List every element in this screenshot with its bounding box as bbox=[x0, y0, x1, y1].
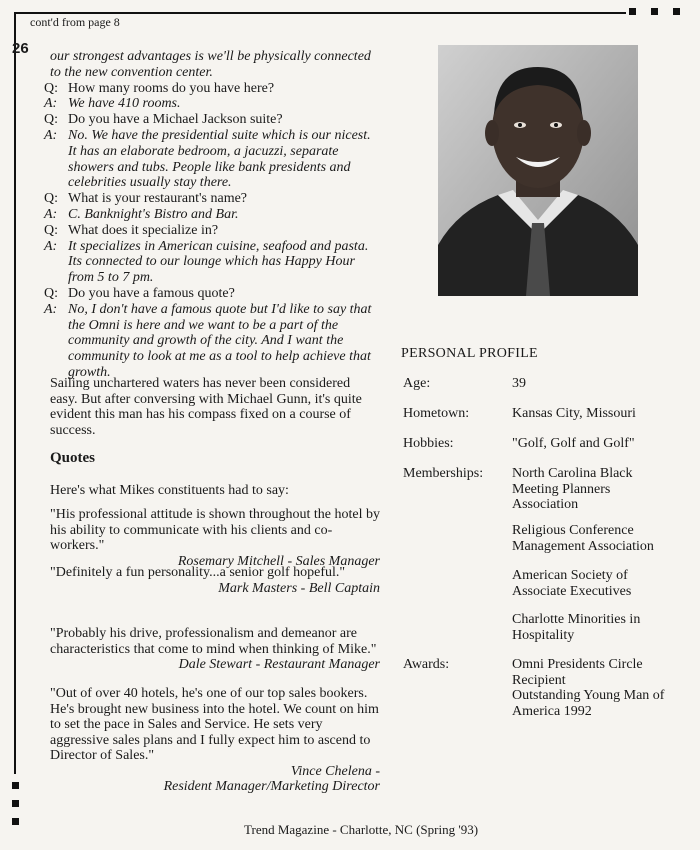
quote-attribution-name: Vince Chelena - bbox=[290, 763, 380, 779]
membership-item: North Carolina Black Meeting Planners Association bbox=[512, 466, 633, 512]
answer: A: We have 410 rooms. bbox=[44, 96, 181, 112]
answer: A: C. Banknight's Bistro and Bar. bbox=[44, 206, 239, 222]
corner-square bbox=[12, 800, 19, 807]
corner-square bbox=[673, 8, 680, 15]
profile-value: 39 bbox=[512, 376, 526, 391]
quote-block bbox=[50, 626, 380, 673]
continued-note: cont'd from page 8 bbox=[30, 15, 120, 29]
question: Q: How many rooms do you have here? bbox=[44, 80, 275, 96]
membership-item: Religious Conference Management Association bbox=[512, 523, 654, 554]
quote-attribution: Mark Masters - Bell Captain bbox=[218, 580, 380, 596]
profile-title: PERSONAL PROFILE bbox=[401, 346, 538, 361]
corner-square bbox=[12, 782, 19, 789]
quote-block bbox=[50, 507, 380, 569]
profile-value: "Golf, Golf and Golf" bbox=[512, 436, 635, 451]
profile-label: Age: bbox=[403, 376, 431, 391]
quote-block bbox=[50, 686, 380, 795]
quote-text: "His professional attitude is shown throughout the hotel by his ability to communicate with his clients and co-workers." bbox=[50, 507, 381, 553]
answer: A: It specializes in American cuisine, seafood and pasta. Its connected to our lounge which has Happy Hour from 5 to 7 pm. bbox=[44, 238, 369, 286]
footer-credit: Trend Magazine - Charlotte, NC (Spring '93) bbox=[244, 822, 479, 837]
quote-text: "Probably his drive, professionalism and demeanor are characteristics that come to mind when thinking of Mike." bbox=[50, 626, 377, 657]
quote-block bbox=[50, 565, 380, 596]
page-number: 26 bbox=[12, 40, 29, 57]
portrait-illustration bbox=[438, 45, 638, 296]
question: Q: Do you have a Michael Jackson suite? bbox=[44, 112, 283, 128]
corner-square bbox=[12, 818, 19, 825]
interview-qa bbox=[44, 49, 374, 381]
profile-label: Hobbies: bbox=[403, 436, 454, 451]
award-item: Omni Presidents Circle Recipient bbox=[512, 657, 643, 688]
qa-intro: our strongest advantages is we'll be physically connected to the new convention center. bbox=[50, 49, 371, 80]
quotes-intro: Here's what Mikes constituents had to say: bbox=[50, 483, 289, 498]
membership-item: Charlotte Minorities in Hospitality bbox=[512, 612, 641, 643]
answer: A: No, I don't have a famous quote but I'd like to say that the Omni is here and we want to be a part of the community and growth of the city. And I want the community to look at me as a tool to help achieve that growth. bbox=[44, 301, 372, 380]
profile-label: Memberships: bbox=[403, 466, 484, 481]
quote-attribution: Rosemary Mitchell - Sales Manager bbox=[177, 553, 380, 569]
left-rule bbox=[14, 12, 16, 774]
portrait-photo bbox=[438, 45, 638, 296]
top-rule bbox=[14, 12, 626, 14]
quotes-heading: Quotes bbox=[50, 450, 95, 466]
profile-label: Awards: bbox=[403, 657, 450, 672]
membership-item: American Society of Associate Executives bbox=[512, 568, 632, 599]
question: Q: What does it specialize in? bbox=[44, 222, 219, 238]
question: Q: What is your restaurant's name? bbox=[44, 191, 248, 207]
question: Q: Do you have a famous quote? bbox=[44, 285, 235, 301]
profile-value: Kansas City, Missouri bbox=[512, 406, 636, 421]
corner-square bbox=[629, 8, 636, 15]
profile-label: Hometown: bbox=[403, 406, 470, 421]
quote-attribution-title: Resident Manager/Marketing Director bbox=[163, 779, 380, 794]
answer: A: No. We have the presidential suite which is our nicest. It has an elaborate bedroom, a jacuzzi, separate showers and tubs. People like bank presidents and celebrities usually stay there. bbox=[44, 127, 371, 191]
closing-paragraph: Sailing unchartered waters has never been considered easy. But after conversing with Michael Gunn, it's quite evident this man has his compass fixed on a course of success. bbox=[50, 376, 362, 438]
quote-text: "Definitely a fun personality...a senior golf hopeful." bbox=[50, 565, 346, 580]
corner-square bbox=[651, 8, 658, 15]
award-item: Outstanding Young Man of America 1992 bbox=[512, 688, 665, 719]
quote-attribution: Dale Stewart - Restaurant Manager bbox=[178, 657, 380, 672]
quote-text: "Out of over 40 hotels, he's one of our top sales bookers. He's brought new business into the hotel. We count on him to set the pace in Sales and Service. He sets very aggressive sales plans and I fully expect him to ascend to Director of Sales." bbox=[50, 686, 379, 763]
